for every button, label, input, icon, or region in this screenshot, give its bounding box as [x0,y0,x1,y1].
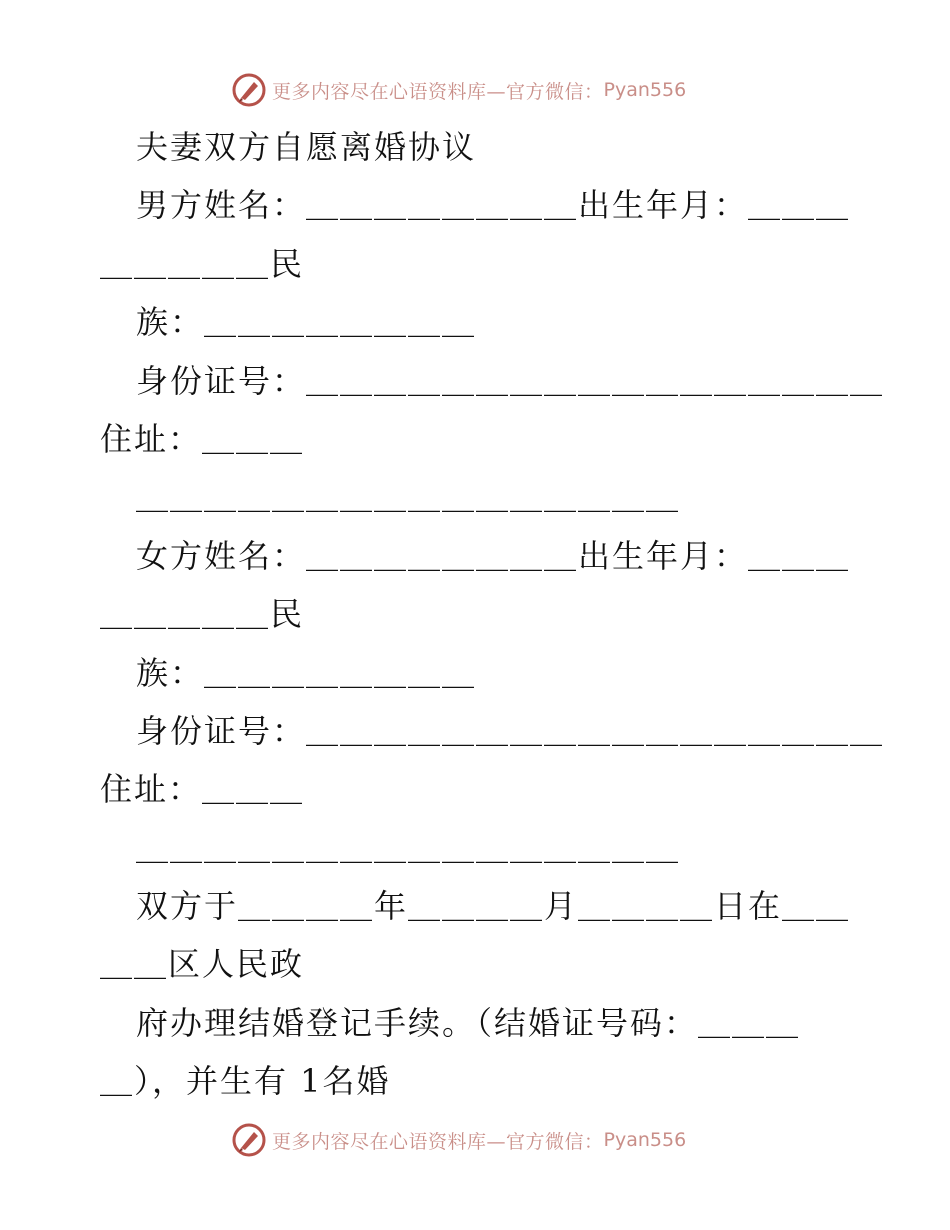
children-line: ＿），并生有 1名婚 [100,1062,391,1101]
watermark-header [232,70,686,110]
watermark-id: Pyan556 [603,79,687,101]
female-address-line: ＿＿＿＿＿＿＿＿＿＿＿＿＿＿＿＿ [136,828,681,867]
male-id-line: 身份证号：＿＿＿＿＿＿＿＿＿＿＿＿＿＿＿＿＿ [136,361,885,400]
marriage-registration-line: 府办理结婚登记手续。（结婚证号码：＿＿＿ [136,1003,801,1042]
female-birth-line: ＿＿＿＿＿民 [100,595,305,634]
female-id-line: 身份证号：＿＿＿＿＿＿＿＿＿＿＿＿＿＿＿＿＿ [136,711,885,750]
female-ethnicity-line: 族：＿＿＿＿＿＿＿＿ [136,653,477,692]
document-body [100,118,885,1111]
female-name-line: 女方姓名：＿＿＿＿＿＿＿＿出生年月：＿＿＿ [136,536,851,575]
marriage-place-line: ＿＿区人民政 [100,945,305,984]
pen-logo-icon [232,1123,266,1157]
watermark-text: 更多内容尽在心语资料库—官方微信： [272,80,604,103]
male-address-label-line: 住址：＿＿＿ [100,419,305,458]
watermark-text: 更多内容尽在心语资料库—官方微信： [272,1130,604,1153]
marriage-date-line: 双方于＿＿＿＿年＿＿＿＿月＿＿＿＿日在＿＿ [136,887,851,926]
female-address-label-line: 住址：＿＿＿ [100,770,305,809]
watermark-id: Pyan556 [603,1129,687,1151]
male-name-line: 男方姓名：＿＿＿＿＿＿＿＿出生年月：＿＿＿ [136,186,851,225]
watermark-footer [232,1120,686,1160]
male-address-line: ＿＿＿＿＿＿＿＿＿＿＿＿＿＿＿＿ [136,478,681,517]
pen-logo-icon [232,73,266,107]
male-birth-line: ＿＿＿＿＿民 [100,244,305,283]
male-ethnicity-line: 族：＿＿＿＿＿＿＿＿ [136,303,477,342]
document-title: 夫妻双方自愿离婚协议 [136,128,477,166]
